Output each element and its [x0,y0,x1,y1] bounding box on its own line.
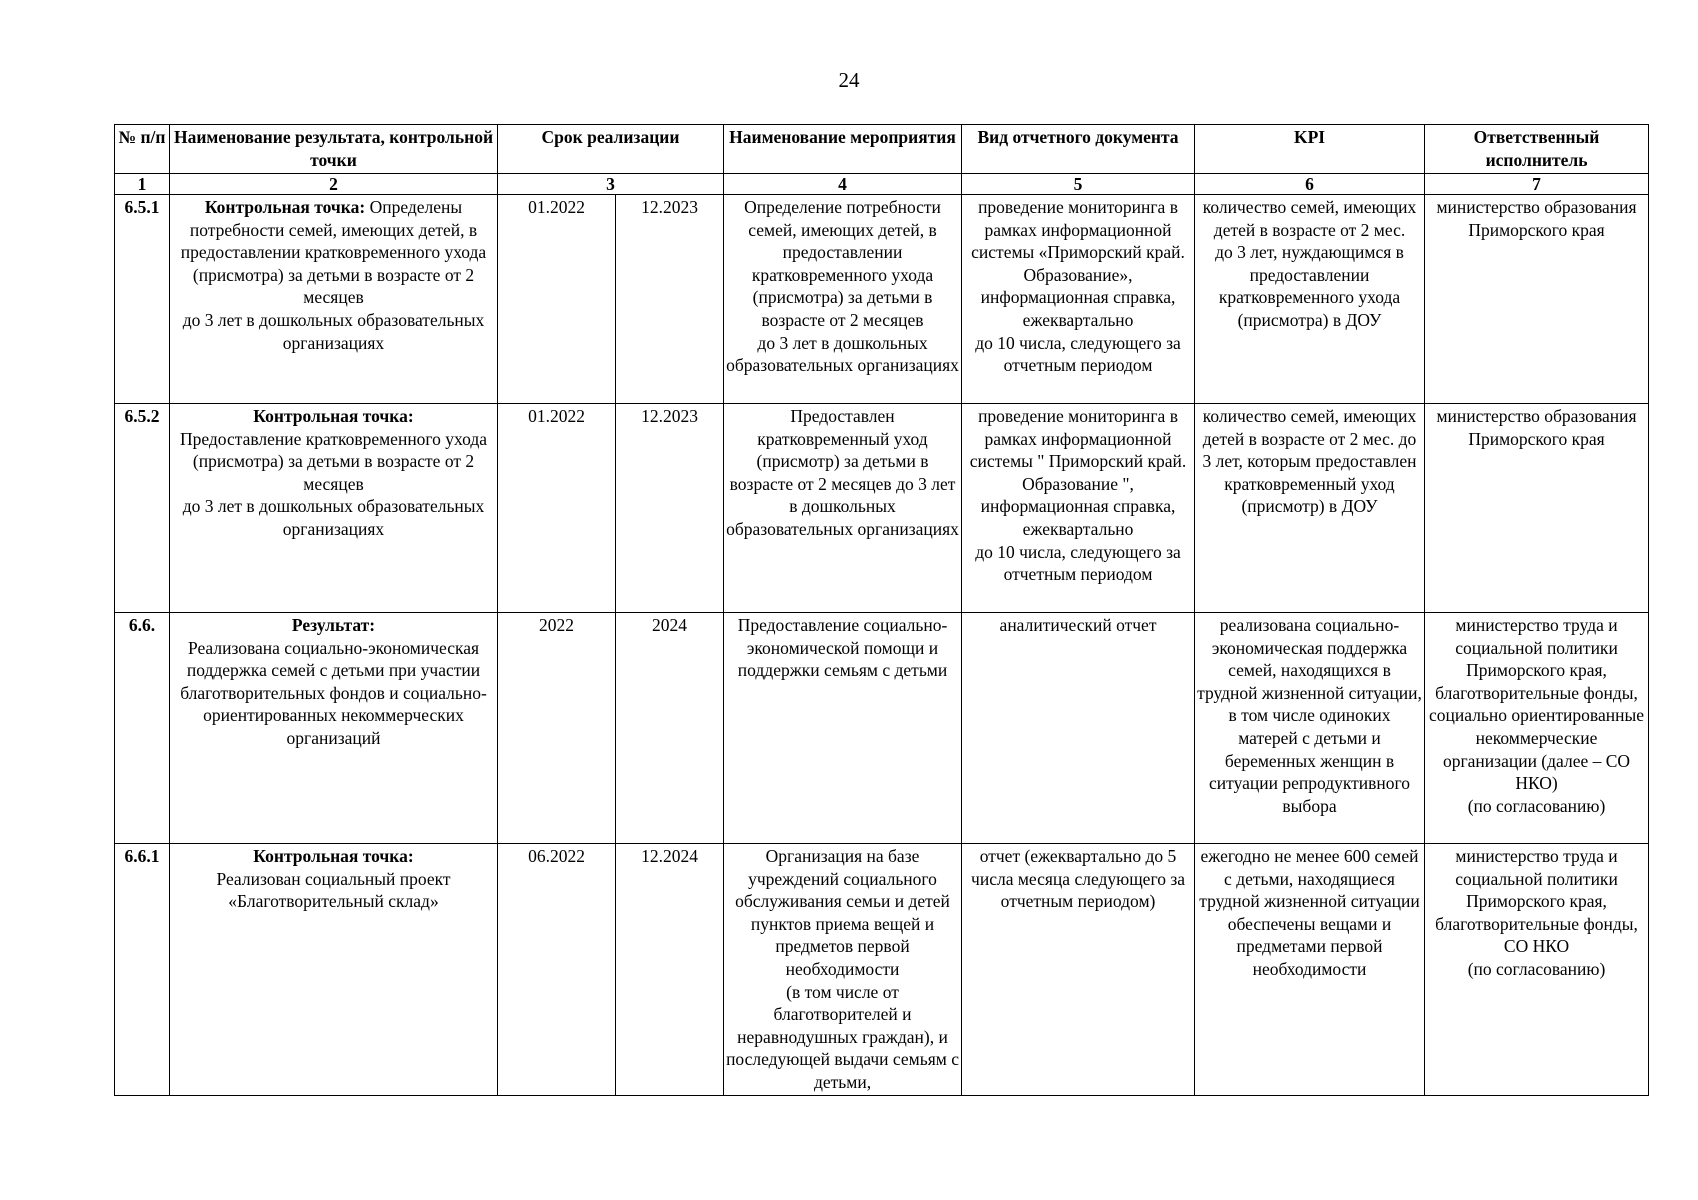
row-code: 6.5.2 [115,404,170,613]
row-resp: министерство труда и социальной политики Приморского края, благотворительные фонды, СО НКО (по согласованию) [1425,844,1649,1096]
row-start: 2022 [498,613,616,844]
header-kpi: KPI [1195,125,1425,174]
column-number-row [115,174,1649,195]
row-name: Предоставление кратковременного ухода (присмотра) за детьми в возрасте от 2 месяцев до 3 лет в дошкольных образовательных организациях [179,428,488,539]
row-kpi: количество семей, имеющих детей в возрасте от 2 мес. до 3 лет, нуждающимся в предоставлении кратковременного ухода (присмотра) в ДОУ [1195,195,1425,404]
row-code: 6.6.1 [115,844,170,1096]
row-start: 06.2022 [498,844,616,1096]
header-doc: Вид отчетного документа [962,125,1195,174]
table-row [115,404,1649,613]
col-number: 7 [1425,174,1649,195]
row-kpi: ежегодно не менее 600 семей с детьми, находящиеся трудной жизненной ситуации обеспечены вещами и предметами первой необходимости [1195,844,1425,1096]
header-event: Наименование мероприятия [724,125,962,174]
table-row [115,613,1649,844]
row-name: Определены потребности семей, имеющих детей, в предоставлении кратковременного ухода (присмотра) за детьми в возрасте от 2 месяцев до 3 лет в дошкольных образовательных организациях [180,197,487,353]
row-kpi: количество семей, имеющих детей в возрасте от 2 мес. до 3 лет, которым предоставлен кратковременный уход (присмотр) в ДОУ [1195,404,1425,613]
plan-table [114,124,1649,1096]
col-number: 3 [498,174,724,195]
col-number: 1 [115,174,170,195]
row-name: Реализован социальный проект «Благотворительный склад» [216,868,451,912]
col-number: 2 [170,174,498,195]
row-resp: министерство образования Приморского края [1425,195,1649,404]
row-resp: министерство труда и социальной политики Приморского края, благотворительные фонды, социально ориентированные некоммерческие организации (далее – СО НКО) (по согласованию) [1425,613,1649,844]
row-name-cell [170,613,498,844]
row-end: 12.2024 [616,844,724,1096]
row-start: 01.2022 [498,195,616,404]
row-name-cell [170,404,498,613]
row-end: 2024 [616,613,724,844]
row-doc: аналитический отчет [962,613,1195,844]
row-name: Реализована социально-экономическая поддержка семей с детьми при участии благотворительных фондов и социально-ориентированных некоммерческих организаций [180,637,487,748]
row-name-cell [170,195,498,404]
header-num: № п/п [115,125,170,174]
header-row [115,125,1649,174]
row-kind: Результат: [291,615,376,635]
row-doc: отчет (ежеквартально до 5 числа месяца следующего за отчетным периодом) [962,844,1195,1096]
row-event: Определение потребности семей, имеющих детей, в предоставлении кратковременного ухода (присмотра) за детьми в возрасте от 2 месяцев до 3 лет в дошкольных образовательных организациях [724,195,962,404]
row-code: 6.5.1 [115,195,170,404]
row-end: 12.2023 [616,195,724,404]
row-doc: проведение мониторинга в рамках информационной системы «Приморский край. Образование», информационная справка, ежеквартально до 10 числа, следующего за отчетным периодом [962,195,1195,404]
row-name-cell [170,844,498,1096]
row-kind: Контрольная точка: [204,197,366,217]
row-kpi: реализована социально-экономическая поддержка семей, находящихся в трудной жизненной ситуации, в том числе одиноких матерей с детьми и беременных женщин в ситуации репродуктивного выбора [1195,613,1425,844]
row-event: Предоставление социально-экономической помощи и поддержки семьям с детьми [724,613,962,844]
table-row [115,844,1649,1096]
col-number: 4 [724,174,962,195]
col-number: 6 [1195,174,1425,195]
row-kind: Контрольная точка: [253,406,414,426]
row-doc: проведение мониторинга в рамках информационной системы " Приморский край. Образование ", информационная справка, ежеквартально до 10 числа, следующего за отчетным периодом [962,404,1195,613]
row-end: 12.2023 [616,404,724,613]
page-number: 24 [838,68,860,92]
col-number: 5 [962,174,1195,195]
header-term: Срок реализации [498,125,724,174]
header-resp: Ответственный исполнитель [1425,125,1649,174]
row-event: Предоставлен кратковременный уход (присмотр) за детьми в возрасте от 2 месяцев до 3 лет в дошкольных образовательных организациях [724,404,962,613]
row-start: 01.2022 [498,404,616,613]
row-resp: министерство образования Приморского края [1425,404,1649,613]
table-row [115,195,1649,404]
header-name: Наименование результата, контрольной точки [170,125,498,174]
row-kind: Контрольная точка: [253,846,414,866]
row-code: 6.6. [115,613,170,844]
row-event: Организация на базе учреждений социального обслуживания семьи и детей пунктов приема вещей и предметов первой необходимости (в том числе от благотворителей и неравнодушных граждан), и последующей выдачи семьям с детьми, [724,844,962,1096]
